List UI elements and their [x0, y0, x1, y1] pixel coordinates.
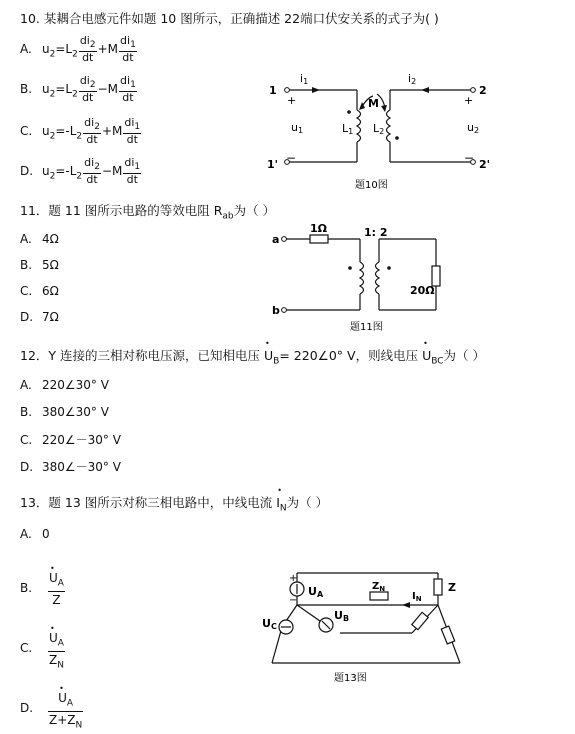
q11-stem: 11．题 11 图所示电路的等效电阻 $R_{ab}$为（ ） — [20, 203, 276, 222]
q12-option-c[interactable]: C. 220∠－30° V — [20, 433, 121, 447]
fig13-Z: Z — [448, 581, 456, 594]
q13-option-c[interactable]: C. • $\frac{U_A}{Z_N}$ — [20, 622, 66, 674]
fig10-plus-left: + — [287, 94, 297, 107]
q13-stem: 13．题 13 图所示对称三相电路中，中线电流 • $I_N$为（ ） — [20, 493, 328, 514]
q13-option-a[interactable]: A. 0 — [20, 527, 50, 541]
fig10-t2p: 2' — [479, 158, 491, 171]
fig10-i1: i1 — [300, 72, 309, 86]
q13-option-b[interactable]: B. • $\frac{U_A}{Z}$ — [20, 562, 66, 614]
fig10-t1: 1 — [269, 84, 277, 97]
fig10-i2: i2 — [408, 72, 417, 86]
fig10-u1: u1 — [291, 121, 304, 135]
fig11-b: b — [272, 304, 280, 317]
q10-option-b[interactable]: B. $u_2=L_2$ $\frac{di_2}{dt}$ −M $\frac{di_1}{dt}$ — [20, 74, 136, 105]
fig10-caption: 题10图 — [355, 180, 388, 191]
q10-figure — [265, 68, 505, 196]
fig13-caption: 题13图 — [334, 673, 367, 684]
q12-option-a[interactable]: A. 220∠30° V — [20, 378, 109, 392]
fig13-IN: $I_N$ — [412, 591, 422, 603]
q12-option-d[interactable]: D. 380∠－30° V — [20, 460, 121, 474]
fig10-u2: u2 — [467, 121, 480, 135]
q10-option-d[interactable]: D. $u_2=-L_2$ $\frac{di_2}{dt}$ −M $\frac{di_1}{dt}$ — [20, 156, 141, 187]
q10-option-a[interactable]: A. $u_2=L_2$ $\frac{di_2}{dt}$ +M $\frac{di_1}{dt}$ — [20, 34, 136, 65]
q13-figure — [262, 565, 476, 685]
q10-option-c[interactable]: C. $u_2=-L_2$ $\frac{di_2}{dt}$ +M $\frac{di_1}{dt}$ — [20, 116, 141, 147]
fig11-caption: 题11图 — [350, 322, 383, 333]
q11-option-b[interactable]: B. 5Ω — [20, 258, 59, 272]
fig10-t1p: 1' — [267, 158, 279, 171]
fig10-plus-right: + — [464, 94, 474, 107]
fig11-r1: 1Ω — [310, 222, 328, 235]
fig11-r2: 20Ω — [410, 284, 435, 297]
fig10-L1: L1 — [342, 122, 354, 136]
fig11-a: a — [272, 233, 280, 246]
fig11-ratio: 1: 2 — [364, 226, 388, 239]
fig10-L2: L2 — [373, 122, 385, 136]
q12-stem: 12．Y 连接的三相对称电压源，已知相电压 • $U_B=$ 220∠0° V，则线电压 • $U_{BC}$为（ ） — [20, 346, 485, 367]
q11-figure — [270, 222, 450, 334]
fig10-t2: 2 — [479, 84, 487, 97]
q12-option-b[interactable]: B. 380∠30° V — [20, 405, 109, 419]
fig13-UB: UB — [334, 609, 350, 623]
fig13-ZN: $Z_N$ — [372, 581, 386, 593]
q10-stem: 10. 某耦合电感元件如题 10 图所示，正确描述 22端口伏安关系的式子为( ) — [20, 11, 439, 26]
fig13-UC: UC — [262, 617, 277, 631]
q11-option-d[interactable]: D. 7Ω — [20, 310, 59, 324]
fig10-M: M — [368, 97, 379, 110]
fig13-plus-a: + — [289, 573, 298, 584]
q11-option-a[interactable]: A. 4Ω — [20, 232, 59, 246]
q11-option-c[interactable]: C. 6Ω — [20, 284, 59, 298]
fig10-minus-left: − — [286, 151, 297, 165]
fig13-UA: UA — [308, 585, 324, 599]
fig13-minus-a: − — [289, 595, 298, 606]
fig10-minus-right: − — [464, 151, 475, 165]
q13-option-d[interactable]: D. • $\frac{U_A}{Z+Z_N}$ — [20, 682, 84, 734]
